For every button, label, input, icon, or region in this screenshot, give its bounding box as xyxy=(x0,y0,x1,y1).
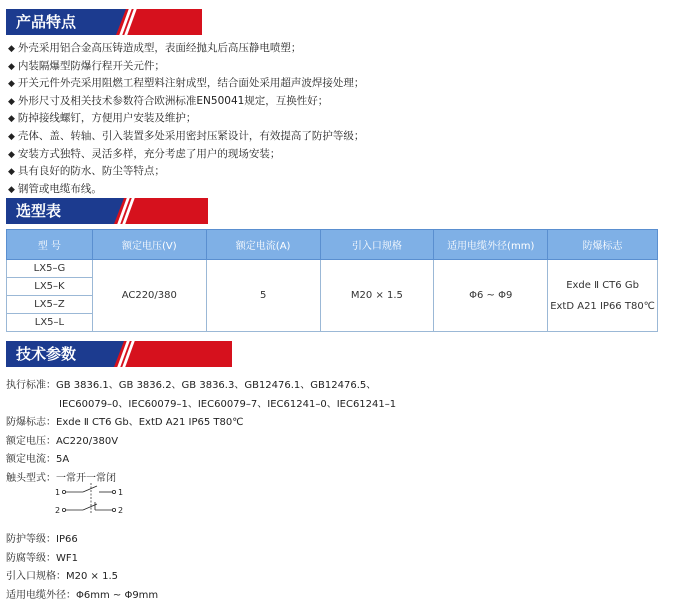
feature-item: ◆ 安装方式独特、灵活多样，充分考虑了用户的现场安装； xyxy=(8,147,281,160)
param-protection: 防护等级：IP66 xyxy=(6,534,78,545)
diamond-bullet-icon: ◆ xyxy=(8,131,15,142)
col-header-inlet: 引入口规格 xyxy=(320,230,434,260)
feature-item: ◆ 外形尺寸及相关技术参数符合欧洲标准EN50041规定，互换性好； xyxy=(8,94,329,107)
param-voltage: 额定电压：AC220/380V xyxy=(6,435,119,447)
selection-title: 选型表 xyxy=(6,198,114,224)
ex-mark-cell xyxy=(548,260,658,332)
diamond-bullet-icon: ◆ xyxy=(8,61,15,72)
feature-item: ◆ 具有良好的防水、防尘等特点； xyxy=(8,165,165,178)
feature-item: ◆ 壳体、盖、转轴、引入装置多处采用密封压紧设计，有效提高了防护等级； xyxy=(8,129,365,142)
cable-cell: Φ6 ~ Φ9 xyxy=(434,260,548,332)
param-corrosion: 防腐等级：WF1 xyxy=(6,552,79,564)
model-cell: LX5–K xyxy=(7,278,93,296)
col-header-cable: 适用电缆外径(mm) xyxy=(434,230,548,260)
features-banner xyxy=(6,9,202,35)
current-cell: 5 xyxy=(206,260,320,332)
table-header-row xyxy=(7,230,658,260)
param-cable: 适用电缆外径：Φ6mm ~ Φ9mm xyxy=(6,589,159,601)
diagram-label: 2 xyxy=(55,506,61,515)
params-banner xyxy=(6,341,232,367)
inlet-cell: M20 × 1.5 xyxy=(320,260,434,332)
diamond-bullet-icon: ◆ xyxy=(8,149,15,160)
feature-list xyxy=(8,40,668,198)
param-standards: 执行标准：GB 3836.1、GB 3836.2、GB 3836.3、GB12476.1、GB12476.5、 xyxy=(6,380,377,391)
col-header-current: 额定电流(A) xyxy=(206,230,320,260)
feature-item: ◆ 外壳采用铝合金高压铸造成型，表面经抛丸后高压静电喷塑； xyxy=(8,42,302,54)
features-title: 产品特点 xyxy=(6,9,116,35)
diamond-bullet-icon: ◆ xyxy=(8,184,15,195)
diamond-bullet-icon: ◆ xyxy=(8,96,15,107)
banner-red-block xyxy=(114,198,208,224)
model-cell: LX5–Z xyxy=(7,296,93,314)
banner-red-block xyxy=(116,9,202,35)
banner-red-block xyxy=(114,341,232,367)
model-cell: LX5–L xyxy=(7,314,93,332)
param-ex-mark: 防爆标志：Exde Ⅱ CT6 Gb、ExtD A21 IP65 T80℃ xyxy=(6,417,244,428)
diamond-bullet-icon: ◆ xyxy=(8,167,15,178)
voltage-cell: AC220/380 xyxy=(92,260,206,332)
col-header-voltage: 额定电压(V) xyxy=(92,230,206,260)
param-inlet: 引入口规格：M20 × 1.5 xyxy=(6,571,118,582)
selection-table xyxy=(6,229,658,332)
param-standards-cont: IEC60079–0、IEC60079–1、IEC60079–7、IEC61241–0、IEC61241–1 xyxy=(59,398,397,410)
feature-item: ◆ 防掉接线螺钉，方便用户安装及维护； xyxy=(8,112,197,125)
diagram-label: 1 xyxy=(55,488,61,497)
params-title: 技术参数 xyxy=(6,341,114,367)
diagram-label: 1 xyxy=(118,488,124,497)
diamond-bullet-icon: ◆ xyxy=(8,44,15,54)
diamond-bullet-icon: ◆ xyxy=(8,79,15,90)
model-cell: LX5–G xyxy=(7,260,93,278)
contact-diagram-icon xyxy=(55,480,135,520)
param-current: 额定电流：5A xyxy=(6,454,70,465)
table-row xyxy=(7,260,658,278)
feature-item: ◆ 开关元件外壳采用阻燃工程塑料注射成型，结合面处采用超声波焊接处理； xyxy=(8,77,365,90)
selection-banner xyxy=(6,198,208,224)
diagram-label: 2 xyxy=(118,506,124,515)
param-contact: 触头型式：一常开一常闭 xyxy=(6,472,116,484)
col-header-ex-mark: 防爆标志 xyxy=(548,230,658,260)
feature-item: ◆ 内装隔爆型防爆行程开关元件； xyxy=(8,59,165,72)
diamond-bullet-icon: ◆ xyxy=(8,114,15,125)
col-header-model: 型 号 xyxy=(7,230,93,260)
ex-mark-line2: ExtD A21 IP66 T80℃ xyxy=(550,300,655,312)
ex-mark-line1: Exde Ⅱ CT6 Gb xyxy=(566,279,639,291)
feature-item: ◆ 钢管或电缆布线。 xyxy=(8,182,102,195)
